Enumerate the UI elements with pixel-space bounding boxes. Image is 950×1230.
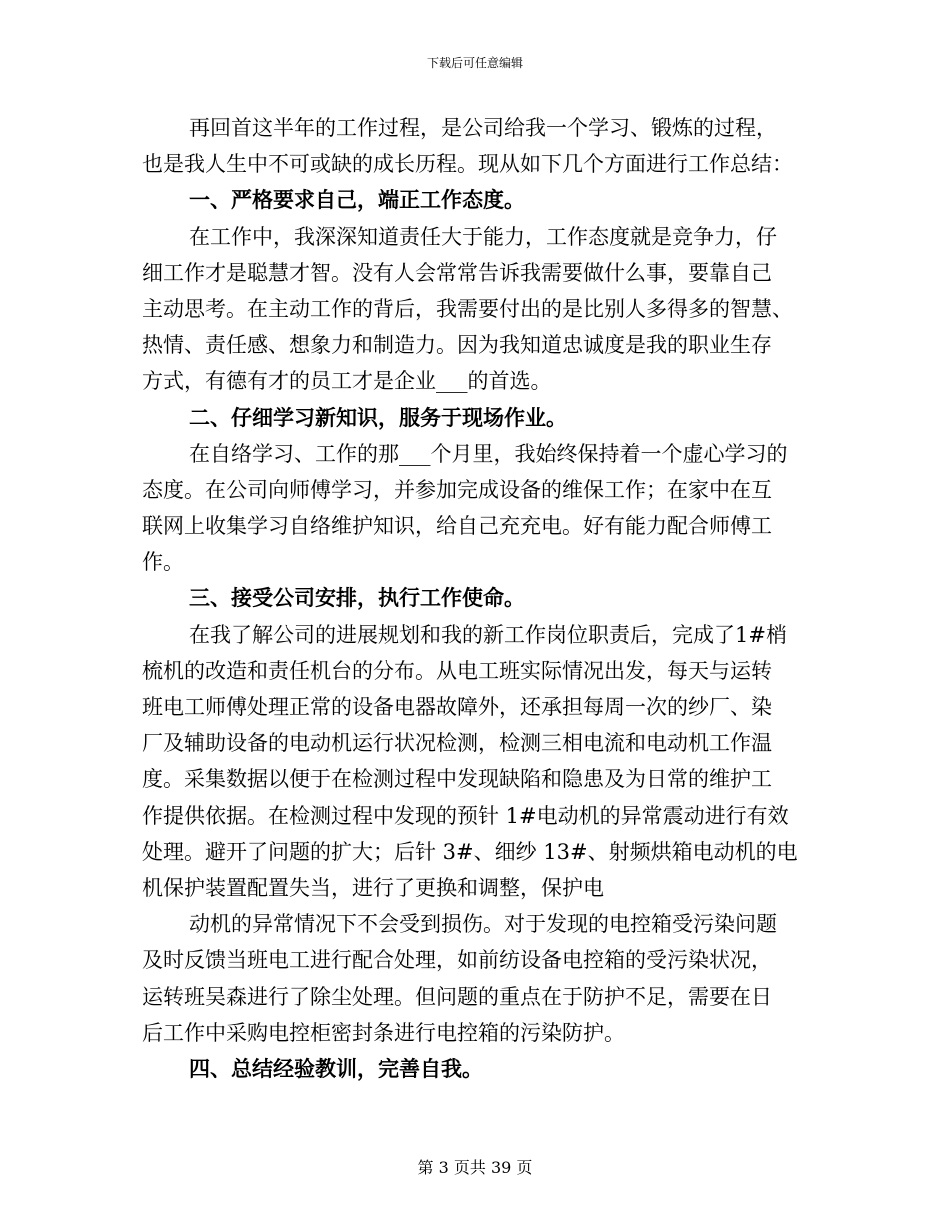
paragraph-line: 后工作中采购电控柜密封条进行电控箱的污染防护。	[142, 1020, 625, 1045]
section-heading: 二、仔细学习新知识，服务于现场作业。	[189, 404, 567, 430]
paragraph-line: 态度。在公司向师傅学习，并参加完成设备的维保工作；在家中在互	[142, 477, 772, 502]
section-heading: 三、接受公司安排，执行工作使命。	[189, 585, 525, 611]
page-footer: 第 3 页共 39 页	[417, 1158, 533, 1177]
paragraph-line: 机保护装置配置失当，进行了更换和调整，保护电	[142, 875, 604, 900]
paragraph-line: 厂及辅助设备的电动机运行状况检测，检测三相电流和电动机工作温	[142, 731, 772, 756]
page-header: 下载后可任意编辑	[426, 56, 523, 70]
paragraph-line: 在工作中，我深深知道责任大于能力，工作态度就是竞争力，仔	[189, 224, 777, 249]
paragraph-line: 再回首这半年的工作过程，是公司给我一个学习、锻炼的过程，	[189, 116, 777, 140]
paragraph-line: 梳机的改造和责任机台的分布。从电工班实际情况出发，每天与运转	[142, 658, 772, 683]
section-heading: 四、总结经验教训，完善自我。	[189, 1055, 483, 1081]
paragraph-line: 也是我人生中不可或缺的成长历程。现从如下几个方面进行工作总结：	[142, 152, 793, 177]
paragraph-line: 方式，有德有才的员工才是企业___的首选。	[142, 369, 552, 394]
paragraph-line: 作。	[142, 550, 184, 575]
paragraph-line: 在自络学习、工作的那___个月里，我始终保持着一个虚心学习的	[189, 441, 788, 466]
paragraph-line: 处理。避开了问题的扩大；后针 3#、细纱 13#、射频烘箱电动机的电	[142, 839, 798, 864]
paragraph-line: 及时反馈当班电工进行配合处理，如前纺设备电控箱的受污染状况，	[142, 948, 772, 973]
paragraph-line: 度。采集数据以便于在检测过程中发现缺陷和隐患及为日常的维护工	[142, 767, 772, 792]
paragraph-line: 作提供依据。在检测过程中发现的预针 1#电动机的异常震动进行有效	[142, 803, 789, 828]
paragraph-line: 细工作才是聪慧才智。没有人会常常告诉我需要做什么事，要靠自己	[142, 260, 772, 285]
paragraph-line: 联网上收集学习自络维护知识，给自己充充电。好有能力配合师傅工	[142, 514, 772, 539]
paragraph-line: 主动思考。在主动工作的背后，我需要付出的是比别人多得多的智慧、	[142, 296, 793, 321]
paragraph-line: 热情、责任感、想象力和制造力。因为我知道忠诚度是我的职业生存	[142, 333, 772, 358]
section-heading: 一、严格要求自己，端正工作态度。	[189, 187, 525, 213]
document-body	[142, 110, 814, 1087]
paragraph-line: 班电工师傅处理正常的设备电器故障外，还承担每周一次的纱厂、染	[142, 695, 772, 719]
paragraph-line: 运转班吴森进行了除尘处理。但问题的重点在于防护不足，需要在日	[142, 984, 772, 1009]
paragraph-line: 动机的异常情况下不会受到损伤。对于发现的电控箱受污染问题	[189, 912, 777, 937]
paragraph-line: 在我了解公司的进展规划和我的新工作岗位职责后，完成了1#梢	[189, 622, 787, 647]
